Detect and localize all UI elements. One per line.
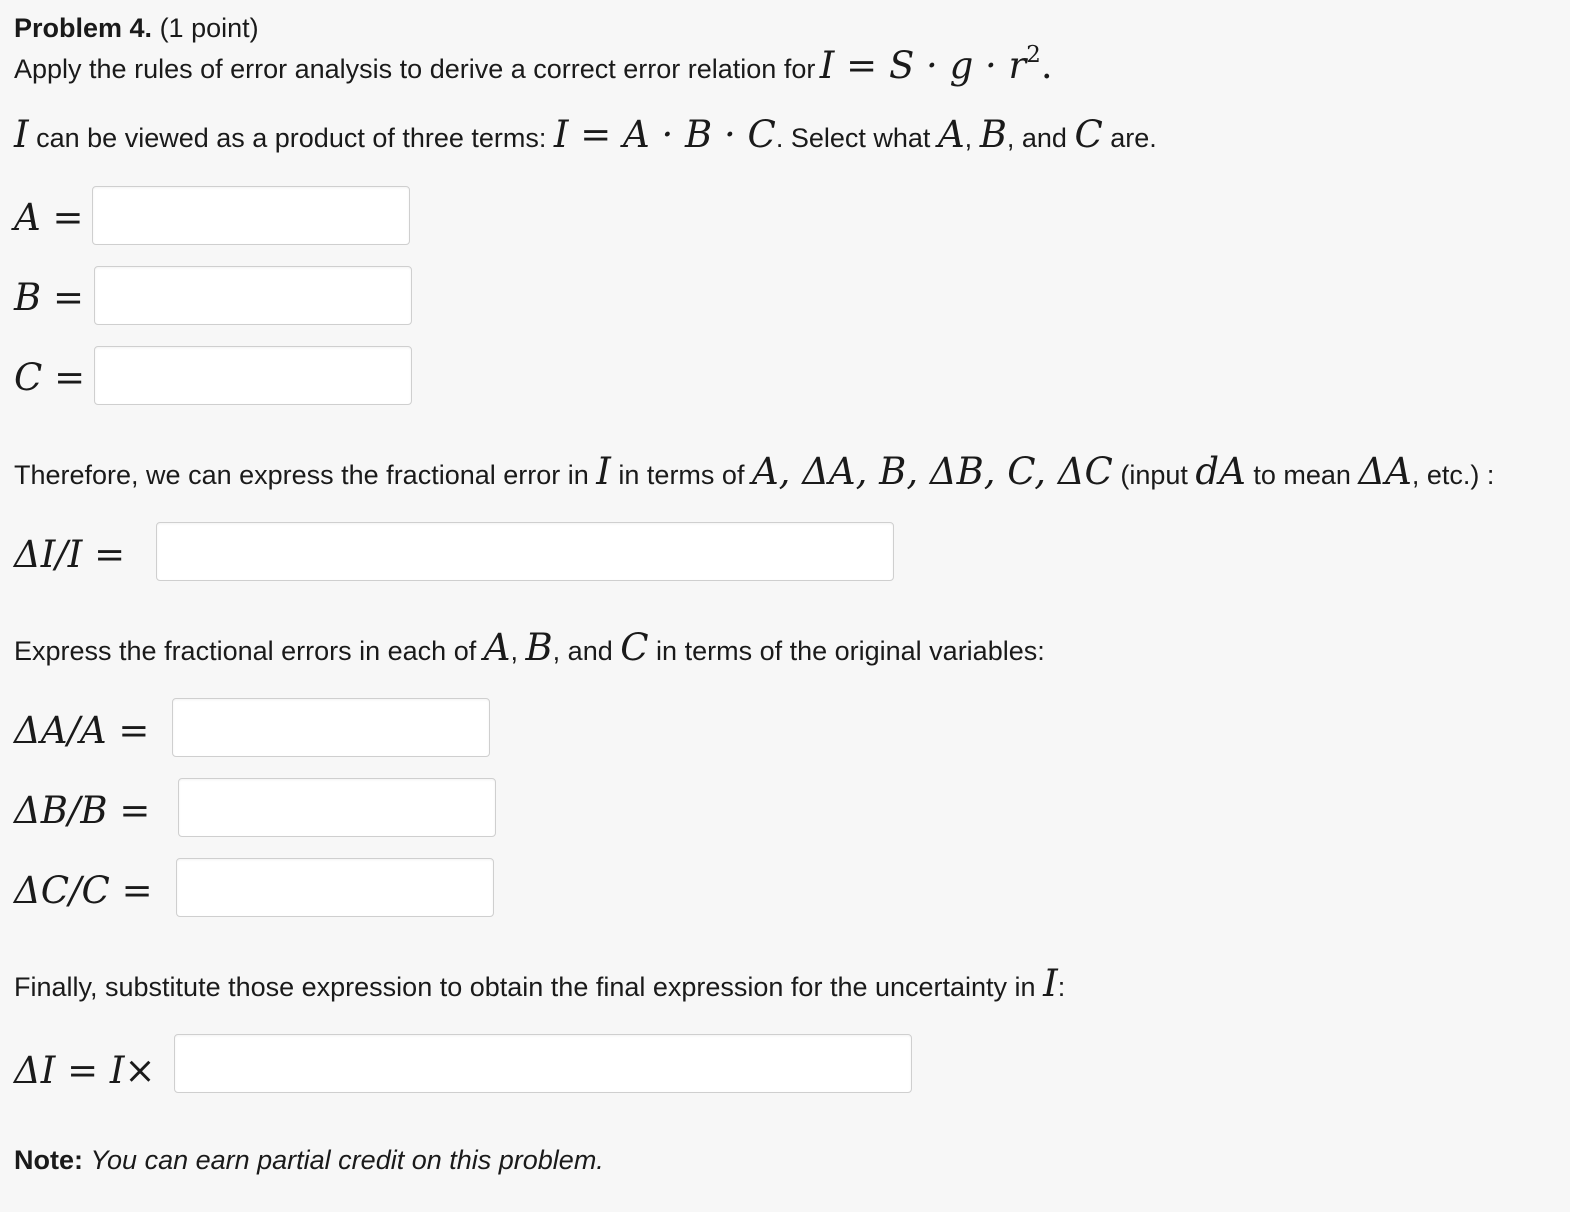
each-comma: , xyxy=(510,636,526,666)
final-text-2: : xyxy=(1057,972,1066,1002)
instruction-text: Apply the rules of error analysis to derive a correct error relation for xyxy=(14,54,816,84)
problem-header xyxy=(14,12,259,44)
input-delta-b-over-b[interactable] xyxy=(178,778,496,837)
product-comma: , xyxy=(964,123,980,153)
each-var-a: A xyxy=(483,626,511,669)
fractional-input-hint: dA xyxy=(1195,450,1246,493)
input-delta-i-over-i[interactable] xyxy=(156,522,894,581)
formula-exponent: 2 xyxy=(1026,41,1041,68)
input-delta-i[interactable] xyxy=(174,1034,912,1093)
final-var-i: I xyxy=(1043,962,1058,1005)
product-text-4: are. xyxy=(1102,123,1157,153)
note xyxy=(14,1144,604,1176)
input-a[interactable] xyxy=(92,186,410,245)
input-delta-c-over-c[interactable] xyxy=(176,858,494,917)
each-text-3: in terms of the original variables: xyxy=(648,636,1045,666)
label-delta-c-over-c: ΔC/C = xyxy=(14,869,153,912)
product-line xyxy=(14,113,1157,157)
fractional-text-5: , etc.) : xyxy=(1411,460,1495,490)
label-delta-b-over-b: ΔB/B = xyxy=(14,789,151,832)
fractional-text-4: to mean xyxy=(1245,460,1359,490)
input-c[interactable] xyxy=(94,346,412,405)
fractional-text-2: in terms of xyxy=(610,460,752,490)
label-delta-i: ΔI = I× xyxy=(14,1049,156,1092)
input-delta-a-over-a[interactable] xyxy=(172,698,490,757)
label-delta-a-over-a: ΔA/A = xyxy=(14,709,150,752)
problem-instruction xyxy=(14,41,1053,88)
main-formula xyxy=(819,41,1053,87)
fractional-var-i: I xyxy=(596,450,611,493)
fractional-vars: A, ΔA, B, ΔB, C, ΔC xyxy=(751,450,1113,493)
final-text-1: Finally, substitute those expression to obtain the final expression for the uncertainty in xyxy=(14,972,1044,1002)
label-c: C = xyxy=(14,356,86,399)
formula-lhs: I xyxy=(819,44,835,87)
label-a: A = xyxy=(14,196,84,239)
product-text-2: . Select what xyxy=(775,123,938,153)
final-prompt xyxy=(14,962,1065,1006)
product-text-3: , and xyxy=(1006,123,1075,153)
product-var-c: C xyxy=(1074,113,1103,156)
product-var-i: I xyxy=(14,113,29,156)
label-b: B = xyxy=(14,276,84,319)
fractional-text-3: (input xyxy=(1112,460,1196,490)
product-text-1: can be viewed as a product of three terms: xyxy=(28,123,554,153)
fractional-text-1: Therefore, we can express the fractional error in xyxy=(14,460,597,490)
note-label: Note: xyxy=(14,1145,83,1175)
label-delta-i-over-i: ΔI/I = xyxy=(14,533,126,576)
each-prompt xyxy=(14,626,1045,670)
fractional-prompt xyxy=(14,450,1494,494)
product-var-a: A xyxy=(937,113,965,156)
product-equation: I = A · B · C xyxy=(553,113,776,156)
each-var-c: C xyxy=(620,626,649,669)
formula-end: . xyxy=(1040,44,1053,87)
problem-points: (1 point) xyxy=(159,13,259,43)
formula-rhs: = S · g · r xyxy=(834,44,1027,87)
each-text-1: Express the fractional errors in each of xyxy=(14,636,484,666)
note-text: You can earn partial credit on this problem. xyxy=(90,1145,604,1175)
input-b[interactable] xyxy=(94,266,412,325)
problem-label: Problem 4. xyxy=(14,13,153,43)
each-text-2: , and xyxy=(552,636,621,666)
fractional-delta-a: ΔA xyxy=(1358,450,1412,493)
product-var-b: B xyxy=(979,113,1007,156)
each-var-b: B xyxy=(525,626,553,669)
